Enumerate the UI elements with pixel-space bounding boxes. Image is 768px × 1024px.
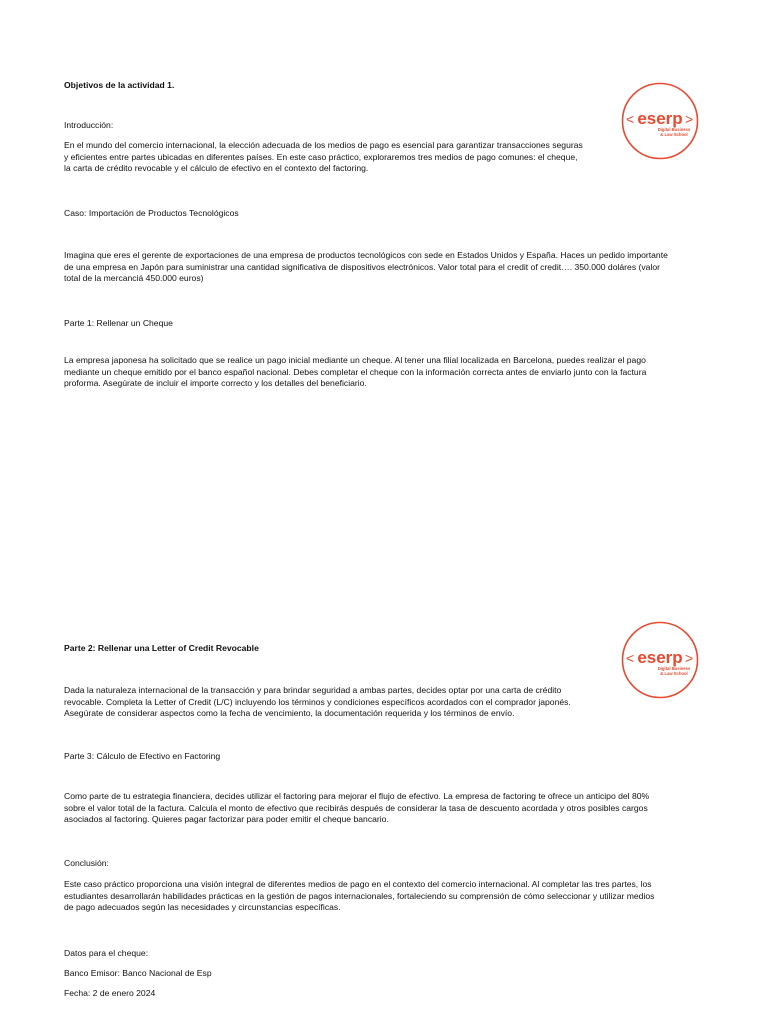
part2-line: revocable. Completa la Letter of Credit (L/C) incluyendo los términos y condiciones específicos acordados con el comprador japonés. — [64, 696, 571, 707]
eserp-logo — [621, 82, 699, 160]
logo-left-chevron: < — [626, 111, 635, 127]
part1-line: mediante un cheque emitido por el banco español nacional. Debes completar el cheque con la información correcta antes de enviarlo junto con la factura — [64, 366, 647, 377]
logo-left-chevron: < — [626, 650, 635, 666]
intro-line: En el mundo del comercio internacional, la elección adecuada de los medios de pago es esencial para garantizar transacciones seguras — [64, 140, 583, 150]
conclusion-line: estudiantes desarrollarán habilidades prácticas en la gestión de pagos internacionales, fortaleciendo su comprensión de cómo seleccionar y utilizar medios — [64, 890, 655, 901]
logo-tagline-2: & Law School — [660, 132, 688, 137]
case-heading: Caso: Importación de Productos Tecnológicos — [64, 208, 239, 218]
case-line: total de la mercanciá 450.000 euros) — [64, 273, 204, 283]
cheque-date: Fecha: 2 de enero 2024 — [64, 988, 156, 998]
part3-paragraph — [64, 791, 649, 826]
logo-right-chevron: > — [685, 111, 694, 127]
part3-heading: Parte 3: Cálculo de Efectivo en Factoring — [64, 751, 221, 761]
logo-right-chevron: > — [685, 650, 694, 666]
conclusion-paragraph — [64, 879, 654, 914]
part2-line: Asegúrate de considerar aspectos como la fecha de vencimiento, la documentación requerida y los términos de envío. — [64, 708, 515, 718]
logo-wordmark: eserp — [637, 648, 683, 667]
logo-tagline-1: Digital Business — [657, 666, 691, 671]
part3-line: sobre el valor total de la factura. Calcula el monto de efectivo que recibirás después de considerar la tasa de descuento acordada y otros posibles cargos — [64, 802, 648, 813]
intro-line: y eficientes entre partes ubicadas en diferentes países. En este caso práctico, exploraremos tres medios de pago comunes: el cheque, — [64, 151, 578, 162]
part3-line: asociados al factoring. Quieres pagar factorizar para poder emitir el cheque bancario. — [64, 814, 389, 824]
intro-line: la carta de crédito revocable y el cálculo de efectivo en el contexto del factoring. — [64, 163, 369, 173]
conclusion-heading: Conclusión: — [64, 858, 109, 868]
part2-line: Dada la naturaleza internacional de la transacción y para brindar seguridad a ambas partes, decides optar por una carta de crédito — [64, 685, 562, 695]
part1-line: proforma. Asegúrate de incluir el importe correcto y los detalles del beneficiario. — [64, 378, 367, 388]
part2-paragraph — [64, 685, 571, 720]
case-paragraph — [64, 250, 668, 285]
part1-paragraph — [64, 355, 646, 390]
part1-heading: Parte 1: Rellenar un Cheque — [64, 318, 173, 328]
case-line: de una empresa en Japón para suministrar una cantidad significativa de dispositivos electrónicos. Valor total para el credit of credit…. 350.000 doláres (valor — [64, 261, 660, 272]
case-line: Imagina que eres el gerente de exportaciones de una empresa de productos tecnológicos con sede en Estados Unidos y España. Haces un pedido importante — [64, 250, 668, 260]
logo-tagline-1: Digital Business — [657, 127, 691, 132]
logo-tagline-2: & Law School — [660, 671, 688, 676]
cheque-data-heading: Datos para el cheque: — [64, 948, 149, 958]
intro-heading: Introducción: — [64, 120, 114, 130]
part2-heading: Parte 2: Rellenar una Letter of Credit Revocable — [64, 643, 259, 653]
conclusion-line: de pago adecuados según las necesidades y circunstancias específicas. — [64, 902, 341, 912]
part1-line: La empresa japonesa ha solicitado que se realice un pago inicial mediante un cheque. Al tener una filial localizada en Barcelona, puedes realizar el pago — [64, 355, 646, 365]
bank-issuer: Banco Emisor: Banco Nacional de Esp — [64, 968, 212, 978]
eserp-logo — [621, 621, 699, 699]
logo-wordmark: eserp — [637, 109, 683, 128]
conclusion-line: Este caso práctico proporciona una visión integral de diferentes medios de pago en el contexto del comercio internacional. Al completar las tres partes, los — [64, 879, 652, 889]
intro-paragraph — [64, 140, 583, 175]
part3-line: Como parte de tu estrategia financiera, decides utilizar el factoring para mejorar el flujo de efectivo. La empresa de factoring te ofrece un anticipo del 80% — [64, 791, 650, 801]
objectives-title: Objetivos de la actividad 1. — [64, 80, 175, 90]
